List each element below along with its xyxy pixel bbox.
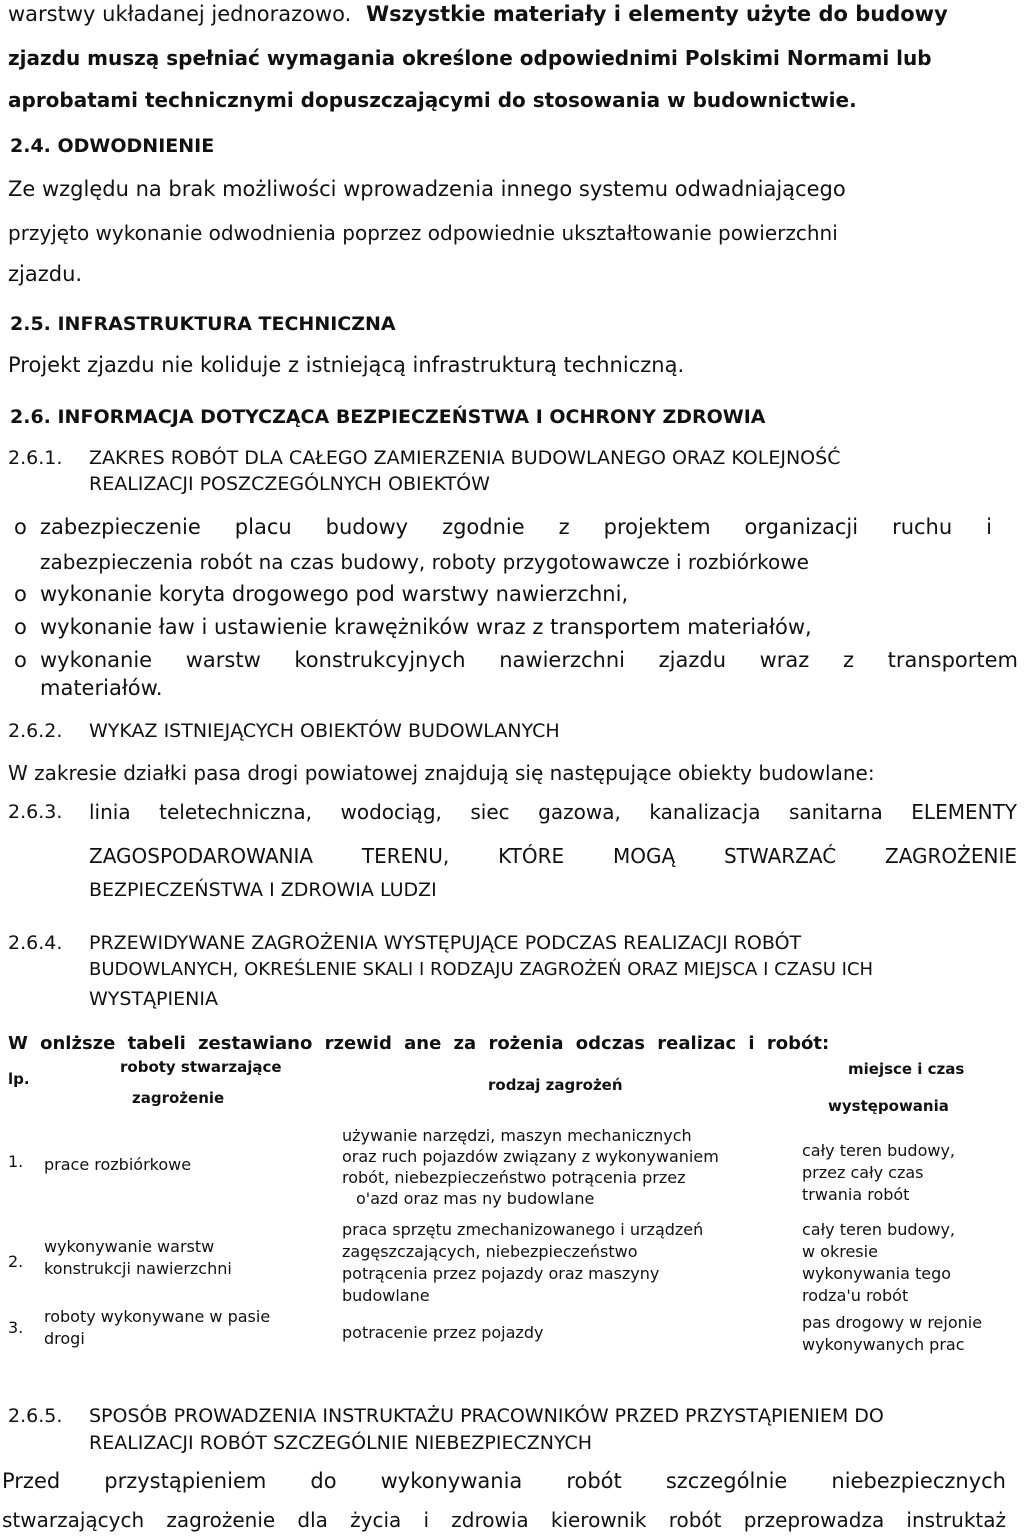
row-2-place-line-3: wykonywania tego — [802, 1264, 952, 1283]
row-2-type-line-2: zagęszczających, niebezpieczeństwo — [342, 1242, 638, 1261]
intro-line-1-normal: warstwy układanej jednorazowo. — [8, 2, 352, 26]
row-3-works-line-1: roboty wykonywane w pasie — [44, 1307, 271, 1326]
section-2-4-line-2: przyjęto wykonanie odwodnienia poprzez odpowiednie ukształtowanie powierzchni — [8, 221, 838, 245]
table-intro: W onlższe tabeli zestawiano rzewid ane za rożenia odczas realizac i robót: — [8, 1033, 830, 1054]
row-3-lp: 3. — [8, 1318, 24, 1337]
row-2-place-line-1: cały teren budowy, — [802, 1220, 955, 1239]
bullet-4-line-1: wykonanie warstw konstrukcyjnych nawierzchni zjazdu wraz z transportem — [40, 648, 1018, 672]
section-2-6-3-line-3: BEZPIECZEŃSTWA I ZDROWIA LUDZI — [89, 879, 437, 901]
section-2-6-5-line-2: REALIZACJI ROBÓT SZCZEGÓLNIE NIEBEZPIECZNYCH — [89, 1432, 593, 1454]
row-3-works-line-2: drogi — [44, 1329, 85, 1348]
section-2-6-4-number: 2.6.4. — [8, 932, 63, 954]
intro-line-1 — [8, 2, 1018, 26]
row-3-place-line-1: pas drogowy w rejonie — [802, 1313, 983, 1332]
bullet-marker: o — [14, 615, 27, 639]
section-2-6-5-line-1: SPOSÓB PROWADZENIA INSTRUKTAŻU PRACOWNIKÓW PRZED PRZYSTĄPIENIEM DO — [89, 1405, 884, 1427]
row-1-type-line-4: o'azd oraz mas ny budowlane — [356, 1189, 595, 1208]
bullet-3-line-1: wykonanie ław i ustawienie krawężników wraz z transportem materiałów, — [40, 615, 812, 639]
section-2-6-2-title: WYKAZ ISTNIEJĄCYCH OBIEKTÓW BUDOWLANYCH — [89, 720, 560, 742]
intro-line-1-bold: Wszystkie materiały i elementy użyte do budowy — [366, 2, 948, 26]
bullet-1-line-2: zabezpieczenia robót na czas budowy, roboty przygotowawcze i rozbiórkowe — [40, 550, 809, 574]
section-2-5-text: Projekt zjazdu nie koliduje z istniejącą infrastrukturą techniczną. — [8, 353, 685, 377]
intro-line-3: aprobatami technicznymi dopuszczającymi do stosowania w budownictwie. — [8, 88, 857, 112]
row-3-type-line-1: potracenie przez pojazdy — [342, 1323, 544, 1342]
row-1-place-line-3: trwania robót — [802, 1185, 910, 1204]
table-header-place-line-1: miejsce i czas — [848, 1060, 965, 1078]
intro-line-2: zjazdu muszą spełniać wymagania określone odpowiednimi Polskimi Normami lub — [8, 46, 932, 70]
section-2-6-4-line-1: PRZEWIDYWANE ZAGROŻENIA WYSTĘPUJĄCE PODCZAS REALIZACJI ROBÓT — [89, 932, 802, 954]
row-2-lp: 2. — [8, 1252, 24, 1271]
row-1-lp: 1. — [8, 1152, 24, 1171]
bullet-marker: o — [14, 515, 27, 539]
section-2-4-line-3: zjazdu. — [8, 262, 83, 286]
row-1-works-line-1: prace rozbiórkowe — [44, 1155, 192, 1174]
row-2-works-line-1: wykonywanie warstw — [44, 1237, 215, 1256]
section-2-6-3-number: 2.6.3. — [8, 801, 63, 823]
row-2-type-line-3: potrącenia przez pojazdy oraz maszyny — [342, 1264, 660, 1283]
section-2-6-4-line-2: BUDOWLANYCH, OKREŚLENIE SKALI I RODZAJU ZAGROŻEŃ ORAZ MIEJSCA I CZASU ICH — [89, 959, 874, 980]
table-header-type: rodzaj zagrożeń — [488, 1076, 623, 1094]
row-2-place-line-2: w okresie — [802, 1242, 878, 1261]
row-1-place-line-2: przez cały czas — [802, 1163, 924, 1182]
final-line-2: stwarzających zagrożenie dla życia i zdrowia kierownik robót przeprowadza instruktaż — [2, 1508, 1006, 1532]
row-2-place-line-4: rodza'u robót — [802, 1286, 909, 1305]
section-2-6-4-line-3: WYSTĄPIENIA — [89, 988, 218, 1010]
section-2-6-1-title-line-2: REALIZACJI POSZCZEGÓLNYCH OBIEKTÓW — [89, 473, 490, 495]
table-header-place-line-2: występowania — [828, 1097, 949, 1115]
section-2-6-1-title-line-1: ZAKRES ROBÓT DLA CAŁEGO ZAMIERZENIA BUDOWLANEGO ORAZ KOLEJNOŚĆ — [89, 447, 841, 469]
row-2-type-line-4: budowlane — [342, 1286, 430, 1305]
bullet-1-line-1: zabezpieczenie placu budowy zgodnie z projektem organizacji ruchu i — [40, 515, 992, 539]
table-header-lp: lp. — [8, 1070, 30, 1088]
bullet-2-line-1: wykonanie koryta drogowego pod warstwy nawierzchni, — [40, 582, 629, 606]
row-1-type-line-3: robót, niebezpieczeństwo potrącenia przez — [342, 1168, 686, 1187]
row-2-works-line-2: konstrukcji nawierzchni — [44, 1259, 232, 1278]
row-2-type-line-1: praca sprzętu zmechanizowanego i urządzeń — [342, 1220, 704, 1239]
section-2-6-1-number: 2.6.1. — [8, 447, 63, 469]
row-1-place-line-1: cały teren budowy, — [802, 1141, 955, 1160]
final-line-1: Przed przystąpieniem do wykonywania robót szczególnie niebezpiecznych — [2, 1469, 1006, 1493]
section-2-6-3-line-1: linia teletechniczna, wodociąg, siec gazowa, kanalizacja sanitarna ELEMENTY — [89, 800, 1017, 824]
row-1-type-line-2: oraz ruch pojazdów związany z wykonywaniem — [342, 1147, 719, 1166]
bullet-4-line-2: materiałów. — [40, 676, 163, 700]
section-2-6-2-text: W zakresie działki pasa drogi powiatowej znajdują się następujące obiekty budowlane: — [8, 761, 875, 785]
bullet-marker: o — [14, 582, 27, 606]
section-2-6-heading: 2.6. INFORMACJA DOTYCZĄCA BEZPIECZEŃSTWA I OCHRONY ZDROWIA — [10, 406, 766, 428]
bullet-marker: o — [14, 648, 27, 672]
section-2-6-5-number: 2.6.5. — [8, 1405, 63, 1427]
table-header-works-line-2: zagrożenie — [132, 1089, 225, 1107]
section-2-5-heading: 2.5. INFRASTRUKTURA TECHNICZNA — [10, 313, 396, 335]
row-1-type-line-1: używanie narzędzi, maszyn mechanicznych — [342, 1126, 692, 1145]
section-2-6-2-number: 2.6.2. — [8, 720, 63, 742]
section-2-4-heading: 2.4. ODWODNIENIE — [10, 135, 215, 157]
table-header-works-line-1: roboty stwarzające — [120, 1058, 282, 1076]
section-2-4-line-1: Ze względu na brak możliwości wprowadzenia innego systemu odwadniającego — [8, 177, 846, 201]
row-3-place-line-2: wykonywanych prac — [802, 1335, 965, 1354]
section-2-6-3-line-2: ZAGOSPODAROWANIA TERENU, KTÓRE MOGĄ STWARZAĆ ZAGROŻENIE — [89, 844, 1017, 868]
